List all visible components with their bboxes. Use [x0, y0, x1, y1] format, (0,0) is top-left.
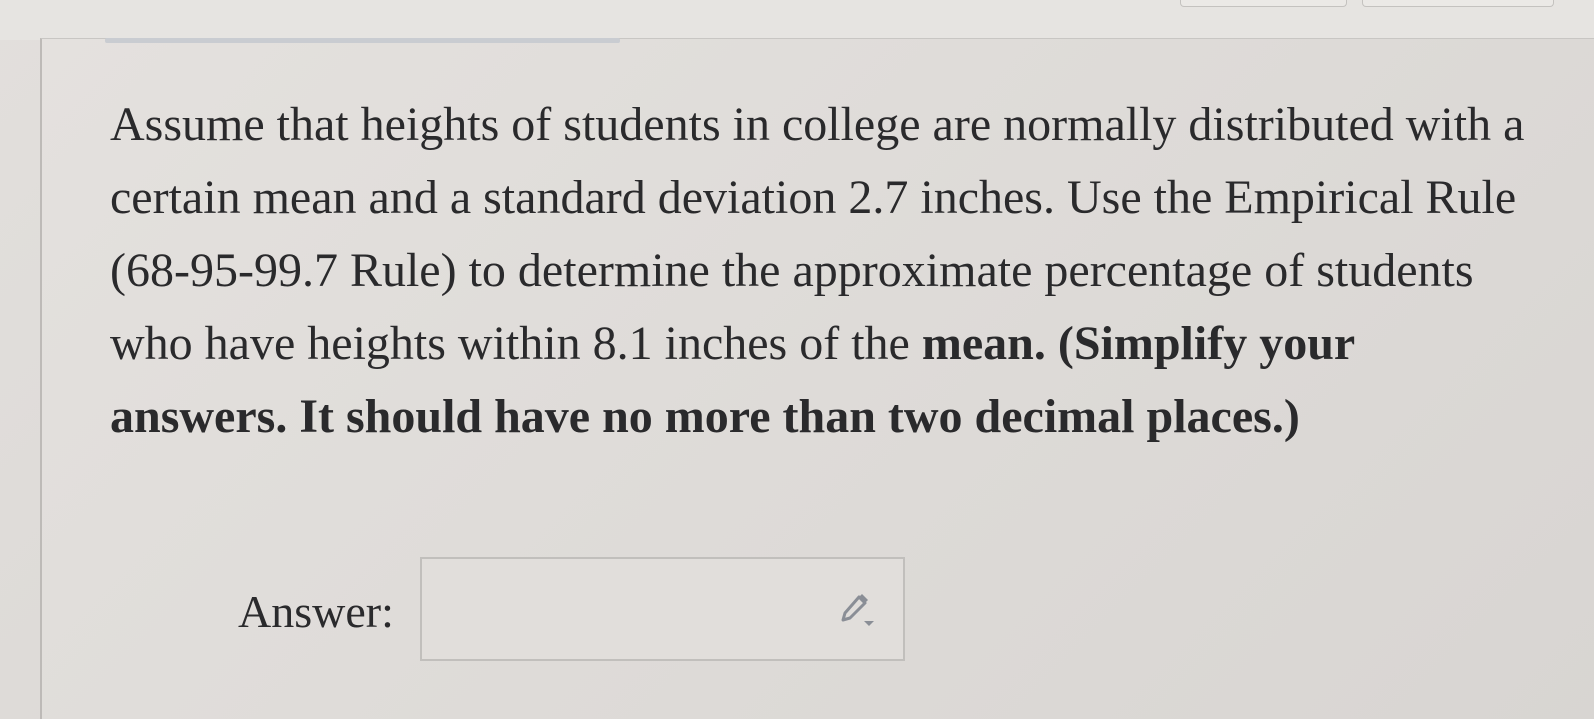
top-toolbar-strip	[0, 0, 1594, 40]
top-tab[interactable]	[1180, 0, 1347, 7]
top-tab[interactable]	[1362, 0, 1554, 7]
answer-label: Answer:	[238, 586, 394, 637]
question-text-plain: Assume that heights of students in college are normally distributed with a certain mean and a standard deviation 2.7 inches. Use the Empirical Rule (68-95-99.7 Rule) to determine the approximate percentage of students who have heights within 8.1 inches of the	[110, 98, 1525, 370]
question-text	[110, 88, 1530, 453]
card-top-accent	[105, 38, 620, 43]
pencil-dropdown-icon[interactable]	[837, 591, 877, 631]
answer-input[interactable]	[420, 557, 905, 661]
question-text-bold: mean. (Simplify your answers. It should have no more than two decimal places.)	[110, 317, 1355, 443]
